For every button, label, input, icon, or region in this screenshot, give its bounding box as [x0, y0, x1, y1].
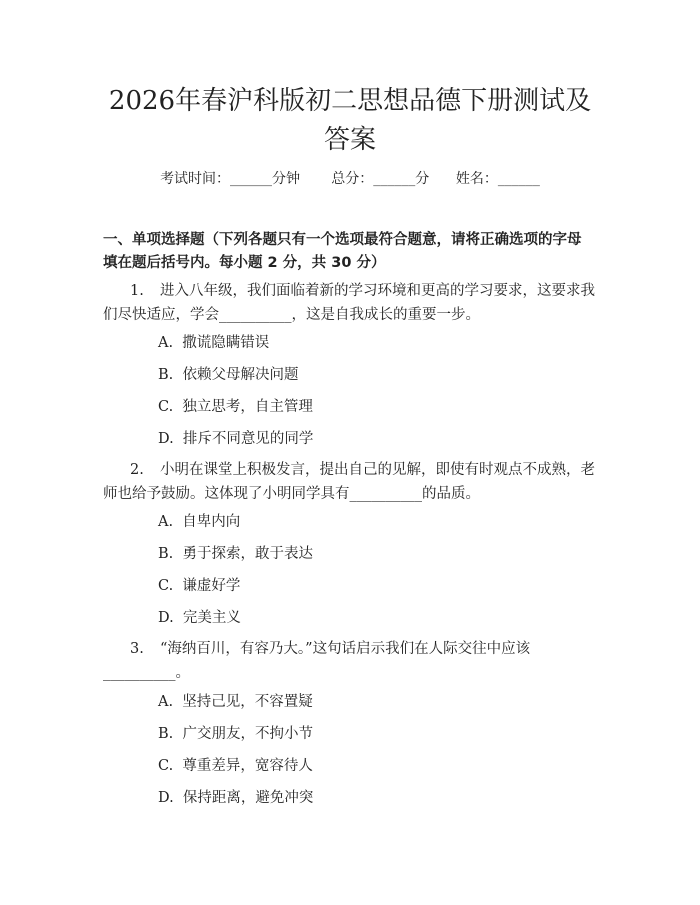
- option-c: C. 独立思考，自主管理: [158, 399, 313, 415]
- option-a: A. 撒谎隐瞒错误: [158, 335, 270, 351]
- question-number: 1.: [130, 283, 144, 299]
- option-c: C. 谦虚好学: [158, 578, 241, 594]
- option-b: B. 广交朋友，不拘小节: [158, 726, 313, 742]
- section-heading: 一、单项选择题（下列各题只有一个选项最符合题意，请将正确选项的字母填在题后括号内。每小题 2 分，共 30 分）: [103, 232, 582, 271]
- question-number: 3.: [130, 641, 144, 657]
- option-b: B. 勇于探索，敢于表达: [158, 546, 313, 562]
- option-a: A. 坚持己见，不容置疑: [158, 694, 313, 710]
- question-text: “海纳百川，有容乃大。”这句话启示我们在人际交往中应该__________。: [103, 641, 531, 681]
- exam-info-line: 考试时间：______分钟 总分：______分 姓名：______: [160, 171, 540, 187]
- question-1: [103, 279, 603, 327]
- question-text: 进入八年级，我们面临着新的学习环境和更高的学习要求，这要求我们尽快适应，学会__________，这是自我成长的重要一步。: [103, 283, 595, 323]
- question-2: [103, 458, 603, 506]
- document-title: 2026年春沪科版初二思想品德下册测试及答案: [108, 86, 592, 155]
- option-a: A. 自卑内向: [158, 514, 241, 530]
- option-d: D. 完美主义: [158, 610, 241, 626]
- question-3: [103, 637, 603, 685]
- option-d: D. 保持距离，避免冲突: [158, 790, 314, 806]
- option-b: B. 依赖父母解决问题: [158, 367, 299, 383]
- option-c: C. 尊重差异，宽容待人: [158, 758, 313, 774]
- question-number: 2.: [130, 462, 144, 478]
- question-text: 小明在课堂上积极发言，提出自己的见解，即使有时观点不成熟，老师也给予鼓励。这体现了小明同学具有__________的品质。: [103, 462, 595, 502]
- option-d: D. 排斥不同意见的同学: [158, 431, 314, 447]
